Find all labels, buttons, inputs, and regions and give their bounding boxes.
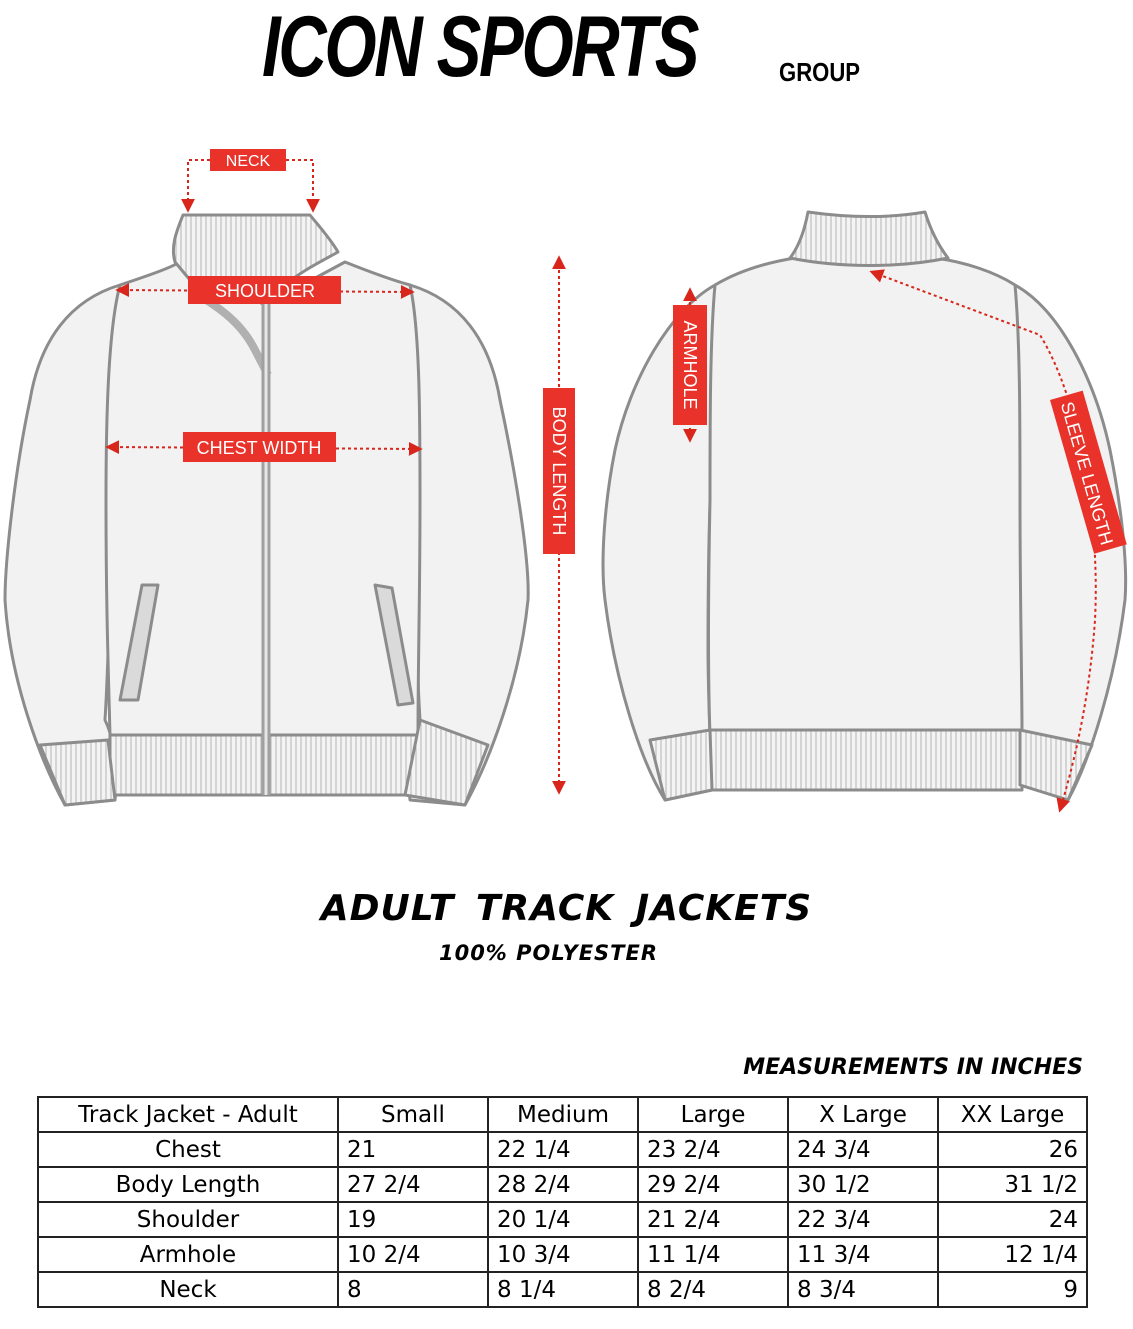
table-row bbox=[38, 1167, 1087, 1202]
table-cell: 30 1/2 bbox=[788, 1167, 938, 1202]
table-cell: 28 2/4 bbox=[488, 1167, 638, 1202]
table-cell: 9 bbox=[938, 1272, 1087, 1307]
back-jacket bbox=[603, 212, 1126, 800]
table-cell: 22 1/4 bbox=[488, 1132, 638, 1167]
size-chart-table bbox=[37, 1096, 1088, 1308]
measurement-diagram bbox=[0, 130, 1133, 830]
table-cell: 31 1/2 bbox=[938, 1167, 1087, 1202]
product-title: ADULT TRACK JACKETS bbox=[320, 888, 813, 929]
table-cell: 10 3/4 bbox=[488, 1237, 638, 1272]
body-length-label: BODY LENGTH bbox=[549, 406, 569, 536]
armhole-label: ARMHOLE bbox=[680, 320, 700, 410]
table-row bbox=[38, 1202, 1087, 1237]
table-cell: 10 2/4 bbox=[338, 1237, 488, 1272]
table-cell: 8 2/4 bbox=[638, 1272, 788, 1307]
shoulder-label: SHOULDER bbox=[214, 281, 316, 301]
column-header: XX Large bbox=[938, 1097, 1087, 1132]
table-cell: 29 2/4 bbox=[638, 1167, 788, 1202]
table-cell: 23 2/4 bbox=[638, 1132, 788, 1167]
row-label: Armhole bbox=[38, 1237, 338, 1272]
row-label: Shoulder bbox=[38, 1202, 338, 1237]
table-cell: 24 3/4 bbox=[788, 1132, 938, 1167]
brand-name: ICON SPORTS bbox=[262, 0, 698, 95]
table-cell: 8 3/4 bbox=[788, 1272, 938, 1307]
table-cell: 20 1/4 bbox=[488, 1202, 638, 1237]
row-label: Chest bbox=[38, 1132, 338, 1167]
table-header-row bbox=[38, 1097, 1087, 1132]
row-label: Body Length bbox=[38, 1167, 338, 1202]
chest-width-label: CHEST WIDTH bbox=[196, 438, 322, 458]
brand-suffix: GROUP bbox=[779, 57, 861, 87]
column-header: Track Jacket - Adult bbox=[38, 1097, 338, 1132]
column-header: Small bbox=[338, 1097, 488, 1132]
table-cell: 27 2/4 bbox=[338, 1167, 488, 1202]
table-cell: 8 bbox=[338, 1272, 488, 1307]
table-row bbox=[38, 1237, 1087, 1272]
column-header: Large bbox=[638, 1097, 788, 1132]
table-cell: 8 1/4 bbox=[488, 1272, 638, 1307]
product-material: 100% POLYESTER bbox=[438, 941, 659, 965]
neck-label: NECK bbox=[225, 153, 271, 170]
units-note: MEASUREMENTS IN INCHES bbox=[743, 1055, 1083, 1080]
neck-arrow-right bbox=[286, 160, 313, 210]
table-cell: 11 3/4 bbox=[788, 1237, 938, 1272]
table-row bbox=[38, 1132, 1087, 1167]
table-cell: 11 1/4 bbox=[638, 1237, 788, 1272]
table-row bbox=[38, 1272, 1087, 1307]
table-cell: 22 3/4 bbox=[788, 1202, 938, 1237]
table-cell: 24 bbox=[938, 1202, 1087, 1237]
sleeve-length-label: SLEEVE LENGTH bbox=[1056, 399, 1117, 548]
table-cell: 21 bbox=[338, 1132, 488, 1167]
row-label: Neck bbox=[38, 1272, 338, 1307]
table-cell: 21 2/4 bbox=[638, 1202, 788, 1237]
table-cell: 26 bbox=[938, 1132, 1087, 1167]
column-header: Medium bbox=[488, 1097, 638, 1132]
table-cell: 12 1/4 bbox=[938, 1237, 1087, 1272]
column-header: X Large bbox=[788, 1097, 938, 1132]
table-cell: 19 bbox=[338, 1202, 488, 1237]
neck-arrow bbox=[188, 160, 210, 210]
